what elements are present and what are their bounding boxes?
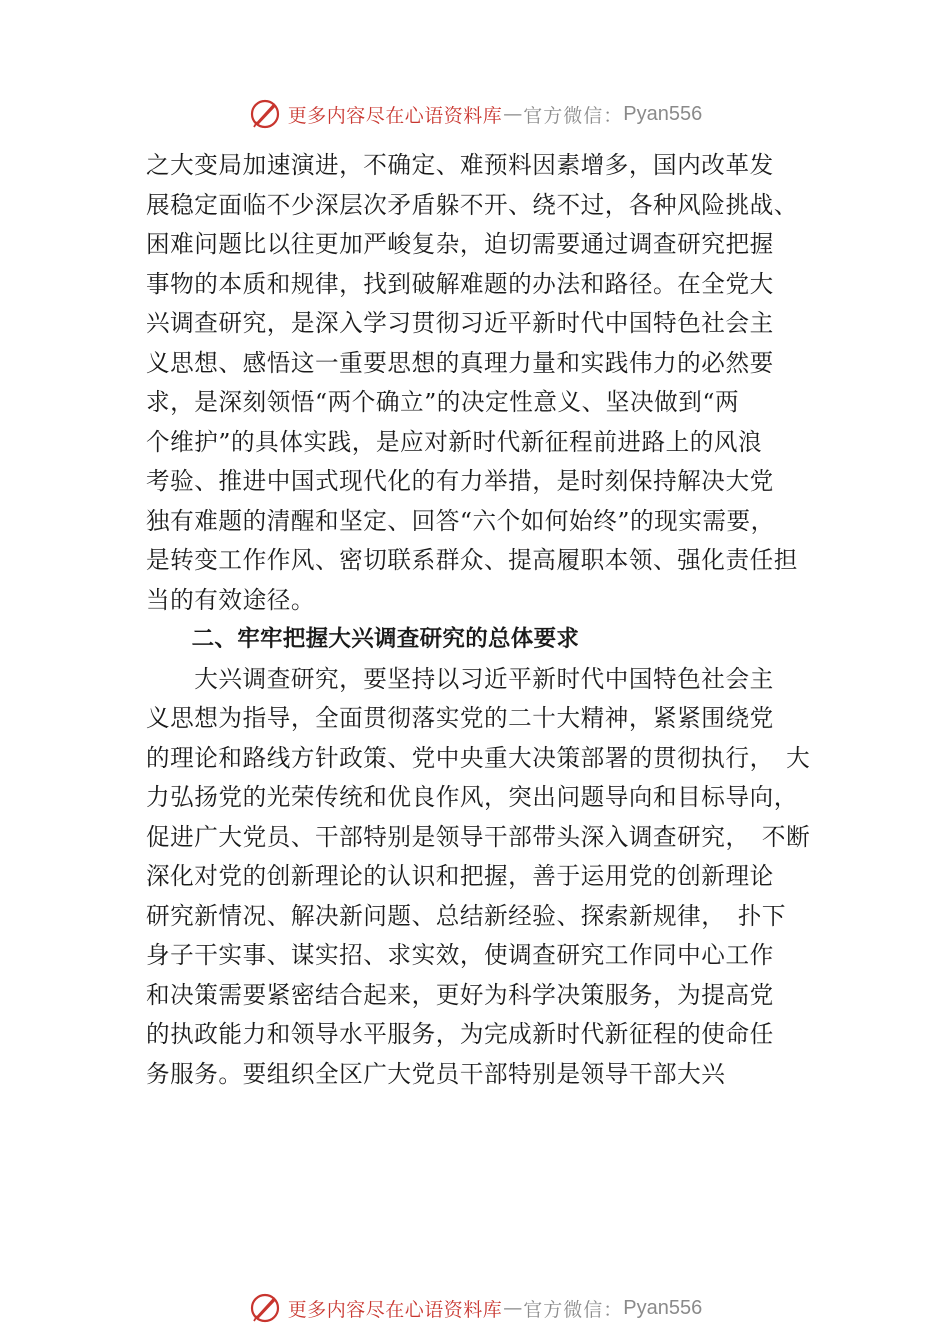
watermark-wechat-label: 官方微信： [523, 1298, 624, 1321]
quill-logo-icon [248, 1291, 282, 1325]
document-body [146, 146, 822, 1094]
watermark-site-text: 更多内容尽在心语资料库 [287, 104, 503, 127]
watermark-separator: — [503, 103, 523, 125]
body-text-line: 事物的本质和规律，找到破解难题的办法和路径。在全党大 [146, 269, 774, 298]
watermark-wechat-id: Pyan556 [623, 102, 703, 125]
body-text-line: 务服务。要组织全区广大党员干部特别是领导干部大兴 [146, 1059, 726, 1088]
header-watermark [0, 94, 950, 134]
footer-watermark [0, 1288, 950, 1328]
body-text-line: 个维护”的具体实践，是应对新时代新征程前进路上的风浪 [146, 427, 763, 456]
quill-logo-icon [248, 97, 282, 131]
body-text-line: 的理论和路线方针政策、党中央重大决策部署的贯彻执行， 大 [146, 743, 811, 772]
body-text-line: 研究新情况、解决新问题、总结新经验、探索新规律， 扑下 [146, 901, 787, 930]
body-text-line: 展稳定面临不少深层次矛盾躲不开、绕不过，各种风险挑战、 [146, 190, 798, 219]
body-text-line: 大兴调查研究，要坚持以习近平新时代中国特色社会主 [146, 664, 774, 693]
watermark-separator: — [503, 1297, 523, 1319]
body-text-line: 求，是深刻领悟“两个确立”的决定性意义、坚决做到“两 [146, 388, 740, 416]
body-text-line: 是转变工作作风、密切联系群众、提高履职本领、强化责任担 [146, 546, 798, 574]
body-text-line: 独有难题的清醒和坚定、回答“六个如何始终”的现实需要， [146, 506, 775, 535]
body-text-line: 义思想、感悟这一重要思想的真理力量和实践伟力的必然要 [146, 348, 774, 377]
body-text-line: 深化对党的创新理论的认识和把握，善于运用党的创新理论 [146, 862, 774, 890]
body-text-line: 之大变局加速演进，不确定、难预料因素增多，国内改革发 [146, 151, 774, 179]
body-text-line: 身子干实事、谋实招、求实效，使调查研究工作同中心工作 [146, 941, 774, 969]
body-text-line: 的执政能力和领导水平服务，为完成新时代新征程的使命任 [146, 1020, 774, 1048]
body-text-line: 义思想为指导，全面贯彻落实党的二十大精神，紧紧围绕党 [146, 704, 774, 732]
section-heading: 二、牢牢把握大兴调查研究的总体要求 [146, 626, 580, 652]
body-text-line: 考验、推进中国式现代化的有力举措，是时刻保持解决大党 [146, 467, 774, 495]
body-text-line: 兴调查研究，是深入学习贯彻习近平新时代中国特色社会主 [146, 309, 774, 337]
body-text-line: 当的有效途径。 [146, 585, 316, 614]
watermark-site-text: 更多内容尽在心语资料库 [287, 1298, 503, 1321]
body-text-line: 和决策需要紧密结合起来，更好为科学决策服务，为提高党 [146, 980, 774, 1009]
watermark-wechat-label: 官方微信： [523, 104, 624, 127]
body-text-line: 力弘扬党的光荣传统和优良作风，突出问题导向和目标导向， [146, 783, 798, 811]
body-text-line: 促进广大党员、干部特别是领导干部带头深入调查研究， 不断 [146, 822, 811, 851]
watermark-wechat-id: Pyan556 [623, 1296, 703, 1319]
body-text-line: 困难问题比以往更加严峻复杂，迫切需要通过调查研究把握 [146, 230, 774, 258]
